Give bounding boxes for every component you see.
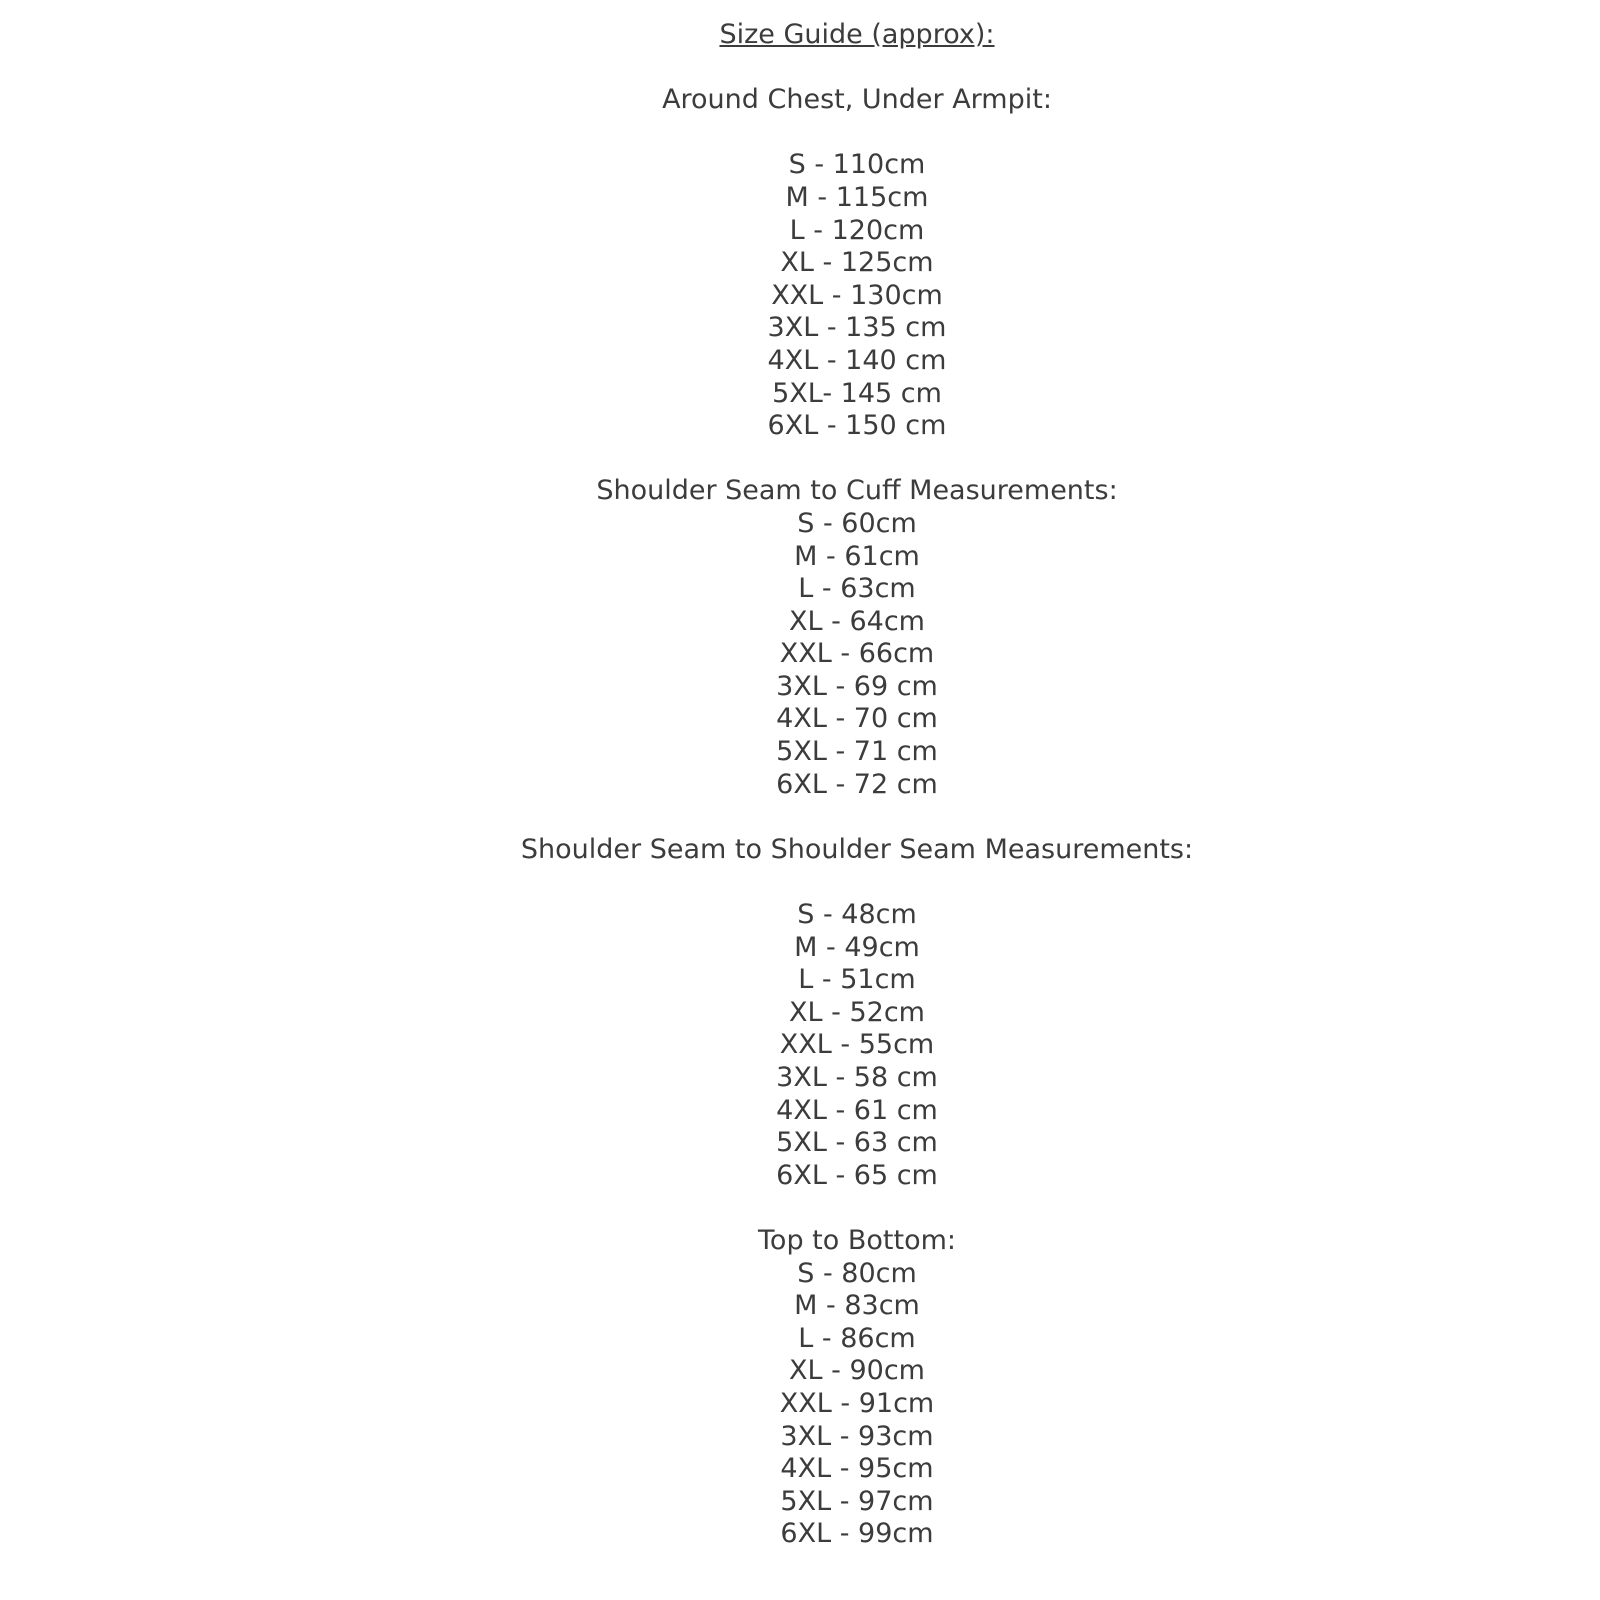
size-row-cuff-5xl: 5XL - 71 cm	[776, 736, 938, 768]
size-row-shoulder-s: S - 48cm	[797, 899, 917, 931]
size-row-chest-s: S - 110cm	[788, 149, 926, 181]
size-row-cuff-s: S - 60cm	[797, 507, 917, 539]
size-row-shoulder-3xl: 3XL - 58 cm	[776, 1062, 938, 1093]
size-row-shoulder-xl: XL - 52cm	[789, 996, 925, 1028]
blank-line	[114, 801, 1600, 834]
size-row-cuff-4xl: 4XL - 70 cm	[776, 703, 938, 735]
size-row-cuff-xl: XL - 64cm	[789, 605, 925, 637]
section-heading-length: Top to Bottom:	[758, 1224, 956, 1256]
blank-line	[114, 117, 1600, 150]
size-row-shoulder-xxl: XXL - 55cm	[779, 1029, 935, 1061]
size-row-chest-xxl: XXL - 130cm	[771, 279, 943, 311]
page-title	[114, 19, 1600, 52]
size-guide-document	[114, 0, 1600, 1551]
size-row-cuff-6xl: 6XL - 72 cm	[776, 768, 938, 800]
size-row-shoulder-5xl: 5XL - 63 cm	[776, 1127, 938, 1159]
size-row-length-3xl: 3XL - 93cm	[780, 1420, 934, 1452]
section-heading-shoulder: Shoulder Seam to Shoulder Seam Measurements:	[520, 833, 1194, 865]
size-row-chest-m: M - 115cm	[785, 181, 929, 213]
size-row-chest-3xl: 3XL - 135 cm	[767, 312, 947, 344]
size-row-length-6xl: 6XL - 99cm	[780, 1518, 934, 1550]
size-row-cuff-xxl: XXL - 66cm	[779, 638, 935, 670]
size-row-chest-4xl: 4XL - 140 cm	[767, 344, 947, 376]
blank-line	[114, 866, 1600, 899]
size-row-chest-xl: XL - 125cm	[780, 247, 934, 279]
size-row-shoulder-l: L - 51cm	[798, 964, 916, 996]
size-row-shoulder-4xl: 4XL - 61 cm	[776, 1094, 938, 1126]
blank-line	[114, 52, 1600, 85]
section-heading-chest: Around Chest, Under Armpit:	[662, 84, 1052, 116]
size-row-cuff-m: M - 61cm	[794, 540, 920, 572]
size-row-length-s: S - 80cm	[797, 1257, 917, 1289]
size-row-chest-5xl: 5XL- 145 cm	[772, 377, 942, 409]
size-row-length-l: L - 86cm	[798, 1322, 916, 1354]
page-title-text: Size Guide (approx):	[719, 19, 995, 50]
size-row-length-m: M - 83cm	[794, 1290, 920, 1322]
size-row-length-5xl: 5XL - 97cm	[780, 1485, 934, 1517]
size-row-chest-6xl: 6XL - 150 cm	[767, 410, 947, 442]
blank-line	[114, 443, 1600, 476]
size-row-shoulder-m: M - 49cm	[794, 931, 920, 963]
blank-line	[114, 1192, 1600, 1225]
size-row-shoulder-6xl: 6XL - 65 cm	[776, 1159, 938, 1191]
section-heading-cuff: Shoulder Seam to Cuff Measurements:	[596, 475, 1118, 507]
size-row-length-xxl: XXL - 91cm	[779, 1387, 935, 1419]
size-row-length-xl: XL - 90cm	[789, 1355, 925, 1387]
size-row-cuff-3xl: 3XL - 69 cm	[776, 670, 938, 702]
size-row-cuff-l: L - 63cm	[798, 573, 916, 605]
size-row-chest-l: L - 120cm	[789, 214, 925, 246]
size-row-length-4xl: 4XL - 95cm	[780, 1453, 934, 1485]
